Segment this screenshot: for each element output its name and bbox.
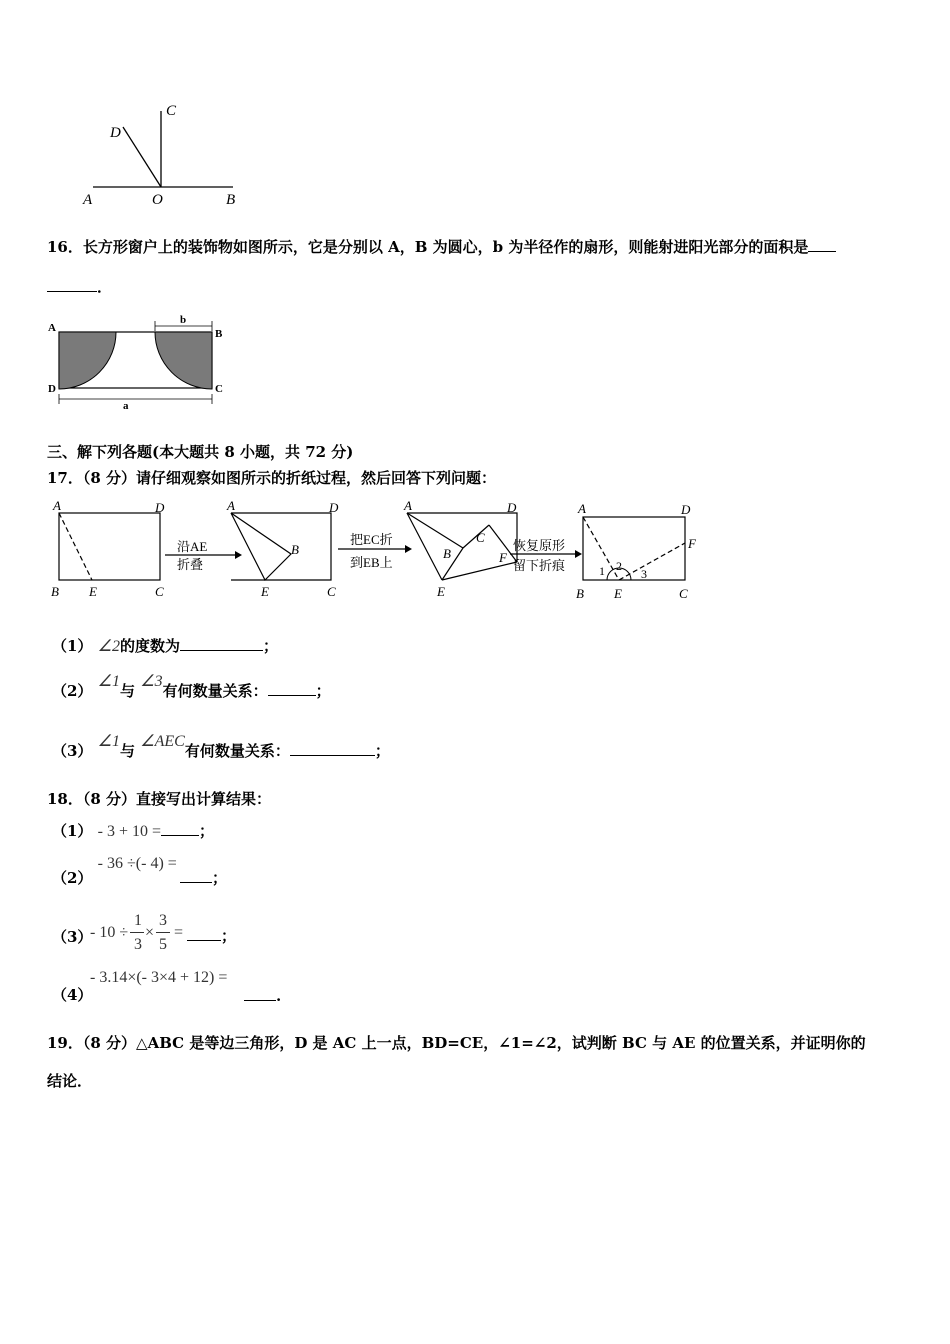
p4-label-e: E xyxy=(614,586,622,601)
p4-label-c: C xyxy=(679,586,688,601)
p2-label-c: C xyxy=(327,584,336,599)
p2-label-d: D xyxy=(329,500,339,515)
sector-b xyxy=(155,332,212,389)
q18-sub1: （1） - 3 + 10 = ； xyxy=(52,822,215,840)
folding-figure xyxy=(45,496,715,606)
p3-label-a: A xyxy=(404,498,412,513)
window-figure xyxy=(44,312,234,410)
p3-label-e: E xyxy=(437,584,445,599)
label-d: D xyxy=(48,383,56,395)
q16-stem: 16．长方形窗户上的装饰物如图所示，它是分别以 A，B 为圆心，b 为半径作的扇形，则能射进阳光部分的面积是 xyxy=(47,238,809,256)
q17-sub3-blank xyxy=(290,741,375,756)
q16-line2: ． xyxy=(47,276,112,297)
label-d: D xyxy=(110,125,121,141)
q18-sub4-answer: . xyxy=(244,986,281,1005)
ray-od xyxy=(123,127,161,187)
p4-label-b: B xyxy=(576,586,584,601)
angle-figure xyxy=(75,95,255,210)
q17-sub1: （1） ∠2的度数为 ； xyxy=(52,637,279,655)
p1-label-c: C xyxy=(155,584,164,599)
p1-label-a: A xyxy=(53,498,61,513)
label-dim-b: b xyxy=(180,314,187,326)
q16-text xyxy=(47,236,836,257)
q18-sub3-expr: - 10 ÷ 1 3 × 3 5 = ； xyxy=(90,912,237,953)
p2-label-e: E xyxy=(261,584,269,599)
p4-label-f: F xyxy=(688,536,696,551)
sector-a xyxy=(59,332,116,389)
q16-blank-a xyxy=(808,237,836,252)
p1-label-d: D xyxy=(155,500,165,515)
step1-line1: 沿AE xyxy=(177,539,208,554)
label-o: O xyxy=(152,192,163,208)
p4-label-d: D xyxy=(681,502,691,517)
p2-label-b: B xyxy=(291,542,299,557)
p4-label-3: 3 xyxy=(641,567,647,581)
step3-line1: 恢复原形 xyxy=(513,538,566,553)
label-dim-a: a xyxy=(123,400,129,410)
section-title: 三、解下列各题(本大题共 8 小题，共 72 分) xyxy=(47,443,354,461)
q18-text: 18．（8 分）直接写出计算结果： xyxy=(47,790,272,808)
label-b: B xyxy=(215,328,223,340)
p1-label-e: E xyxy=(89,584,97,599)
p4-label-1: 1 xyxy=(599,564,605,578)
q17-sub3: （3） ∠1与 ∠AEC有何数量关系： ； xyxy=(52,733,390,760)
label-b: B xyxy=(226,192,236,208)
q18-sub3-num: （3） xyxy=(52,928,93,946)
step1-line2: 折叠 xyxy=(177,557,204,572)
q18-sub2-answer: ； xyxy=(180,867,227,888)
p3-label-c: C xyxy=(476,530,485,545)
label-c: C xyxy=(166,103,177,119)
q19-line1: 19．（8 分）△ABC 是等边三角形，D 是 AC 上一点，BD=CE，∠1=∠2，试判断 BC 与 AE 的位置关系，并证明你的 xyxy=(47,1034,866,1052)
q18-sub4-num: （4） xyxy=(52,986,93,1004)
q18-sub1-blank xyxy=(161,821,199,836)
q17-text: 17．（8 分）请仔细观察如图所示的折纸过程，然后回答下列问题： xyxy=(47,469,497,487)
p4-label-a: A xyxy=(578,501,586,516)
step3-line2: 留下折痕 xyxy=(513,558,566,573)
q16-blank-b xyxy=(47,277,97,292)
step2-line1: 把EC折 xyxy=(350,532,393,547)
label-c: C xyxy=(215,383,223,395)
p2-label-a: A xyxy=(227,498,235,513)
q19-line2: 结论． xyxy=(47,1072,93,1090)
label-a: A xyxy=(48,322,56,334)
label-a: A xyxy=(83,192,93,208)
q18-sub4-blank xyxy=(244,986,276,1001)
q17-sub2-blank xyxy=(268,681,316,696)
q18-sub2-blank xyxy=(180,868,212,883)
p1-label-b: B xyxy=(51,584,59,599)
p3-label-f: F xyxy=(499,550,507,565)
q18-sub3-blank xyxy=(187,926,221,941)
q17-sub1-blank xyxy=(180,636,263,651)
step2-line2: 到EB上 xyxy=(350,555,393,570)
q18-sub2: （2） - 36 ÷(- 4) = xyxy=(52,855,177,887)
q18-sub4-expr: - 3.14×(- 3×4 + 12) = xyxy=(90,969,228,986)
p3-label-d: D xyxy=(507,500,517,515)
q17-sub2: （2） ∠1与 ∠3有何数量关系： ； xyxy=(52,673,331,700)
p4-label-2: 2 xyxy=(616,559,622,573)
p3-label-b: B xyxy=(443,546,451,561)
